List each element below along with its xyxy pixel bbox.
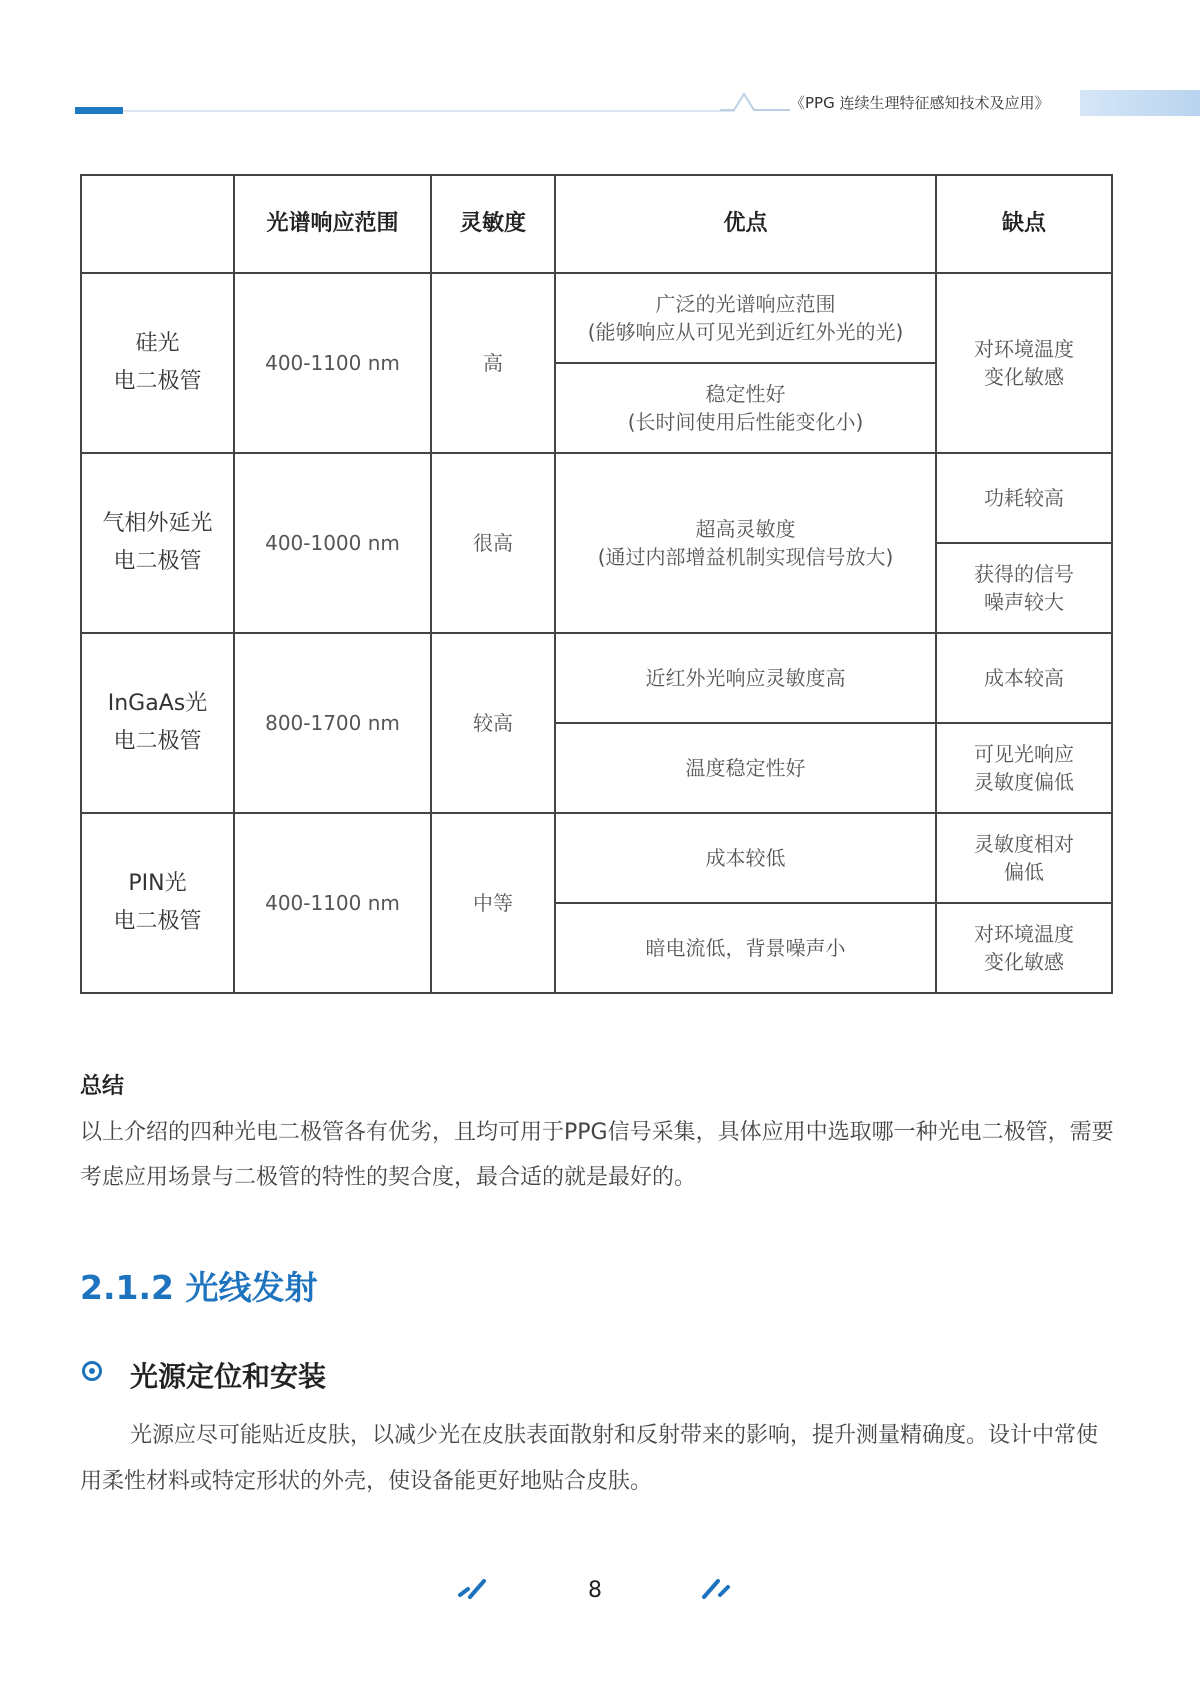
spectral-range-cell: 800-1700 nm xyxy=(234,633,431,813)
cons-cell: 对环境温度 变化敏感 xyxy=(936,903,1112,993)
table-row xyxy=(81,273,1112,363)
table-header-range: 光谱响应范围 xyxy=(234,175,431,273)
page-number: 8 xyxy=(588,1578,602,1603)
sensitivity-cell: 中等 xyxy=(431,813,555,993)
table-header-type xyxy=(81,175,234,273)
cons-cell: 获得的信号 噪声较大 xyxy=(936,543,1112,633)
cons-cell: 可见光响应 灵敏度偏低 xyxy=(936,723,1112,813)
spectral-range-cell: 400-1100 nm xyxy=(234,813,431,993)
table-row xyxy=(81,813,1112,903)
pros-cell: 成本较低 xyxy=(555,813,936,903)
summary-paragraph: 以上介绍的四种光电二极管各有优劣，且均可用于PPG信号采集，具体应用中选取哪一种光电二极管，需要考虑应用场景与二极管的特性的契合度，最合适的就是最好的。 xyxy=(80,1120,1114,1190)
photodiode-comparison-table xyxy=(80,174,1113,994)
sensitivity-cell: 高 xyxy=(431,273,555,453)
subsection-heading: 光源定位和安装 xyxy=(130,1360,327,1393)
slash-decoration-icon xyxy=(456,1577,490,1601)
header-rule xyxy=(75,110,735,112)
body-paragraph: 光源应尽可能贴近皮肤，以减少光在皮肤表面散射和反射带来的影响，提升测量精确度。设计中常使用柔性材料或特定形状的外壳，使设备能更好地贴合皮肤。 xyxy=(80,1423,1099,1494)
table-header-sensitivity: 灵敏度 xyxy=(431,175,555,273)
diode-type-cell: InGaAs光 电二极管 xyxy=(81,633,234,813)
table-row xyxy=(81,633,1112,723)
cons-cell: 对环境温度 变化敏感 xyxy=(936,273,1112,453)
slash-decoration-icon xyxy=(700,1577,734,1601)
header-gradient-bar xyxy=(1080,90,1200,116)
table-header-pros: 优点 xyxy=(555,175,936,273)
diode-type-cell: 气相外延光 电二极管 xyxy=(81,453,234,633)
sensitivity-cell: 较高 xyxy=(431,633,555,813)
sensitivity-cell: 很高 xyxy=(431,453,555,633)
header-book-title: 《PPG 连续生理特征感知技术及应用》 xyxy=(790,94,1050,112)
section-heading: 2.1.2 光线发射 xyxy=(80,1268,318,1307)
pros-cell: 暗电流低，背景噪声小 xyxy=(555,903,936,993)
pros-cell: 温度稳定性好 xyxy=(555,723,936,813)
diode-type-cell: 硅光 电二极管 xyxy=(81,273,234,453)
header-wave-icon xyxy=(720,88,790,114)
header-accent-bar xyxy=(75,107,123,114)
cons-cell: 成本较高 xyxy=(936,633,1112,723)
pros-cell: 稳定性好 (长时间使用后性能变化小) xyxy=(555,363,936,453)
radio-bullet-icon xyxy=(82,1361,102,1381)
summary-heading: 总结 xyxy=(80,1074,125,1099)
spectral-range-cell: 400-1000 nm xyxy=(234,453,431,633)
diode-type-cell: PIN光 电二极管 xyxy=(81,813,234,993)
pros-cell: 近红外光响应灵敏度高 xyxy=(555,633,936,723)
pros-cell: 超高灵敏度 (通过内部增益机制实现信号放大) xyxy=(555,453,936,633)
table-header-cons: 缺点 xyxy=(936,175,1112,273)
pros-cell: 广泛的光谱响应范围 (能够响应从可见光到近红外光的光) xyxy=(555,273,936,363)
cons-cell: 功耗较高 xyxy=(936,453,1112,543)
cons-cell: 灵敏度相对 偏低 xyxy=(936,813,1112,903)
spectral-range-cell: 400-1100 nm xyxy=(234,273,431,453)
table-row xyxy=(81,453,1112,543)
